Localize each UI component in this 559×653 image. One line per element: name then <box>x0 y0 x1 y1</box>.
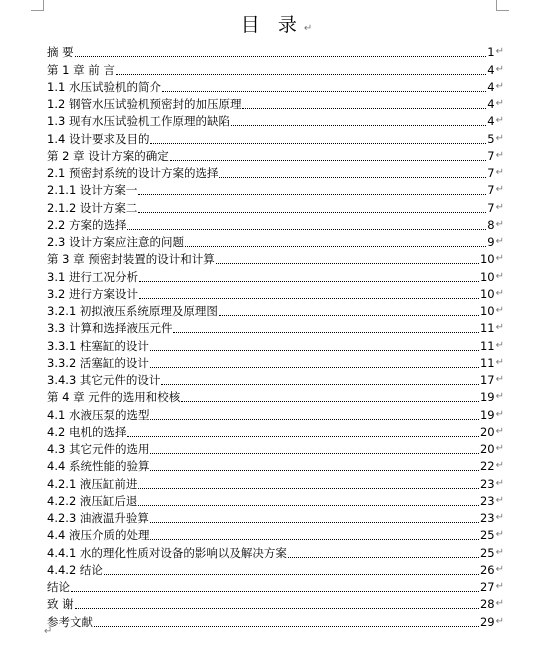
toc-entry-page: 19 <box>479 390 495 405</box>
paragraph-mark-icon: ↵ <box>495 218 504 230</box>
toc-entry-text: 1.3 现有水压试验机工作原理的缺陷 <box>47 114 230 129</box>
toc-entry-page: 4 <box>487 114 495 129</box>
toc-entry-text: 4.2.2 液压缸后退 <box>47 493 138 508</box>
toc-dot-leader <box>150 367 479 368</box>
toc-entry-page: 25 <box>479 545 495 560</box>
toc-dot-leader <box>138 505 479 506</box>
toc-dot-leader <box>162 91 486 92</box>
toc-entry-page: 4 <box>487 97 495 111</box>
toc-entry-page: 23 <box>479 511 495 525</box>
toc-entry-text: 第 3 章 预密封装置的设计和计算 <box>47 252 215 267</box>
paragraph-mark-icon: ↵ <box>495 494 504 506</box>
toc-entry-page: 7 <box>487 148 495 163</box>
toc-entry[interactable] <box>47 594 504 611</box>
toc-entry[interactable] <box>47 387 504 404</box>
toc-dot-leader <box>288 557 479 558</box>
toc-dot-leader <box>181 401 479 402</box>
paragraph-mark-icon: ↵ <box>495 201 504 213</box>
paragraph-mark-icon: ↵ <box>495 149 504 161</box>
paragraph-mark-icon: ↵ <box>495 391 504 403</box>
toc-dot-leader <box>104 574 479 575</box>
toc-entry-page: 8 <box>487 217 495 232</box>
paragraph-mark-icon: ↵ <box>495 115 504 127</box>
toc-entry-page: 4 <box>487 62 495 77</box>
paragraph-mark-icon: ↵ <box>495 408 504 420</box>
paragraph-mark-icon: ↵ <box>495 132 504 144</box>
toc-entry-page: 7 <box>487 200 495 215</box>
toc-entry[interactable] <box>47 111 504 128</box>
toc-entry-text: 3.1 进行工况分析 <box>47 269 138 284</box>
paragraph-mark-icon: ↵ <box>495 305 504 316</box>
toc-entry-page: 11 <box>479 355 495 370</box>
toc-entry-text: 4.1 水液压泵的选型 <box>47 407 150 422</box>
toc-entry-text: 第 1 章 前 言 <box>47 62 115 77</box>
toc-dot-leader <box>139 281 479 282</box>
paragraph-mark-icon: ↵ <box>495 598 504 610</box>
toc-entry-text: 参考文献 <box>47 614 93 629</box>
toc-entry-page: 29 <box>479 614 495 629</box>
toc-dot-leader <box>150 539 479 540</box>
toc-entry-text: 3.2 进行方案设计 <box>47 286 138 301</box>
toc-entry[interactable] <box>47 404 504 421</box>
toc-entry-page: 10 <box>479 286 495 301</box>
toc-entry[interactable] <box>47 94 504 111</box>
toc-dot-leader <box>150 419 479 420</box>
toc-entry-text: 4.4.2 结论 <box>47 562 103 577</box>
toc-entry-text: 结论 <box>47 580 70 594</box>
toc-entry-page: 28 <box>479 597 495 612</box>
paragraph-mark-icon: ↵ <box>495 270 504 282</box>
toc-dot-leader <box>170 160 486 161</box>
toc-entry-text: 4.2.1 液压缸前进 <box>47 476 138 491</box>
toc-dot-leader <box>242 108 486 109</box>
toc-entry-page: 17 <box>479 373 495 387</box>
toc-entry-text: 2.3 设计方案应注意的问题 <box>47 235 184 249</box>
toc-entry-page: 22 <box>479 459 495 474</box>
toc-entry-text: 4.3 其它元件的选用 <box>47 442 150 456</box>
toc-entry-page: 11 <box>479 338 495 353</box>
toc-entry[interactable] <box>47 266 504 283</box>
toc-entry-text: 3.3.2 活塞缸的设计 <box>47 355 149 370</box>
toc-dot-leader <box>71 591 479 592</box>
toc-entry[interactable] <box>47 215 504 232</box>
paragraph-mark-icon: ↵ <box>495 374 504 385</box>
paragraph-mark-icon: ↵ <box>495 167 504 178</box>
toc-entry[interactable] <box>47 525 504 542</box>
paragraph-mark-icon: ↵ <box>495 512 504 523</box>
toc-entry-page: 27 <box>479 580 495 594</box>
toc-entry[interactable] <box>47 42 504 59</box>
toc-entry-text: 2.1.2 设计方案二 <box>47 200 138 215</box>
toc-title <box>0 12 559 42</box>
paragraph-mark-icon: ↵ <box>495 546 504 558</box>
toc-dot-leader <box>139 298 479 299</box>
toc-entry[interactable] <box>47 284 504 301</box>
toc-entry-text: 3.4.3 其它元件的设计 <box>47 373 161 387</box>
toc-dot-leader <box>150 453 479 454</box>
toc-entry[interactable] <box>47 439 504 456</box>
toc-entry-text: 1.1 水压试验机的简介 <box>47 79 161 94</box>
toc-entry-text: 3.3 计算和选择液压元件 <box>47 321 173 336</box>
paragraph-mark-icon: ↵ <box>495 356 504 368</box>
toc-entry[interactable] <box>47 456 504 473</box>
toc-dot-leader <box>161 384 479 385</box>
toc-entry-text: 3.3.1 柱塞缸的设计 <box>47 338 149 353</box>
toc-entry-page: 20 <box>479 424 495 439</box>
toc-dot-leader <box>150 522 479 523</box>
toc-entry-page: 23 <box>479 493 495 508</box>
toc-dot-leader <box>219 177 486 178</box>
toc-entry-page: 4 <box>487 79 495 94</box>
toc-entry[interactable] <box>47 77 504 94</box>
toc-entry[interactable] <box>47 335 504 352</box>
toc-entry[interactable] <box>47 180 504 197</box>
paragraph-mark-icon: ↵ <box>495 253 504 265</box>
paragraph-mark-icon: ↵ <box>495 615 504 627</box>
toc-entry[interactable] <box>47 197 504 214</box>
paragraph-mark-icon: ↵ <box>495 477 504 489</box>
toc-entry-text: 第 4 章 元件的选用和校核 <box>47 390 181 405</box>
toc-entry[interactable] <box>47 542 504 559</box>
toc-dot-leader <box>150 350 479 351</box>
paragraph-mark-icon: ↵ <box>495 529 504 541</box>
toc-entry-text: 第 2 章 设计方案的确定 <box>47 148 169 163</box>
toc-list <box>47 42 504 629</box>
toc-entry[interactable] <box>47 422 504 439</box>
paragraph-mark-icon: ↵ <box>495 63 504 75</box>
toc-entry-page: 5 <box>487 131 495 146</box>
paragraph-mark-icon: ↵ <box>495 236 504 247</box>
toc-entry[interactable] <box>47 370 504 387</box>
toc-entry[interactable] <box>47 163 504 180</box>
toc-dot-leader <box>231 125 486 126</box>
paragraph-mark-icon: ↵ <box>495 322 504 334</box>
toc-entry[interactable] <box>47 232 504 249</box>
toc-entry[interactable] <box>47 146 504 163</box>
toc-entry-page: 26 <box>479 562 495 577</box>
toc-dot-leader <box>138 194 486 195</box>
toc-entry-page: 25 <box>479 528 495 543</box>
toc-entry-page: 9 <box>487 235 495 249</box>
paragraph-mark-icon: ↵ <box>44 626 53 637</box>
toc-entry[interactable] <box>47 473 504 490</box>
toc-dot-leader <box>75 56 487 57</box>
toc-entry[interactable] <box>47 491 504 508</box>
toc-entry-text: 摘 要 <box>47 45 74 60</box>
toc-entry[interactable] <box>47 577 504 594</box>
toc-dot-leader <box>150 143 486 144</box>
toc-entry-page: 10 <box>479 252 495 267</box>
paragraph-mark-icon: ↵ <box>495 184 504 196</box>
paragraph-mark-icon: ↵ <box>495 425 504 437</box>
paragraph-mark-icon: ↵ <box>495 581 504 592</box>
toc-entry[interactable] <box>47 611 504 628</box>
toc-entry-page: 7 <box>487 183 495 198</box>
toc-entry-text: 2.1 预密封系统的设计方案的选择 <box>47 166 219 180</box>
toc-entry-page: 19 <box>479 407 495 422</box>
toc-dot-leader <box>173 332 479 333</box>
toc-entry-page: 11 <box>479 321 495 336</box>
toc-entry-page: 7 <box>487 166 495 180</box>
toc-entry-text: 1.4 设计要求及目的 <box>47 131 150 146</box>
toc-dot-leader <box>219 315 479 316</box>
margin-corner-mark-right <box>496 0 509 11</box>
toc-dot-leader <box>138 488 479 489</box>
toc-entry-page: 20 <box>479 442 495 456</box>
toc-entry[interactable] <box>47 508 504 525</box>
toc-entry[interactable] <box>47 318 504 335</box>
toc-entry[interactable] <box>47 353 504 370</box>
toc-entry-text: 1.2 钢管水压试验机预密封的加压原理 <box>47 97 242 111</box>
toc-dot-leader <box>75 608 479 609</box>
toc-entry-text: 4.4 系统性能的验算 <box>47 459 150 474</box>
toc-entry-text: 致 谢 <box>47 597 74 612</box>
toc-entry[interactable] <box>47 59 504 76</box>
toc-entry-text: 2.2 方案的选择 <box>47 217 127 232</box>
paragraph-mark-icon: ↵ <box>495 339 504 351</box>
toc-dot-leader <box>116 74 486 75</box>
margin-corner-mark-left <box>31 0 44 11</box>
paragraph-mark-icon: ↵ <box>495 443 504 454</box>
toc-dot-leader <box>138 212 486 213</box>
toc-entry-text: 4.2 电机的选择 <box>47 424 127 439</box>
toc-dot-leader <box>94 626 479 627</box>
toc-entry-page: 1 <box>487 45 495 60</box>
paragraph-mark-icon: ↵ <box>495 563 504 575</box>
toc-entry[interactable] <box>47 560 504 577</box>
paragraph-mark-icon: ↵ <box>303 23 319 34</box>
paragraph-mark-icon: ↵ <box>495 80 504 92</box>
paragraph-mark-icon: ↵ <box>495 287 504 299</box>
toc-entry-text: 4.2.3 油液温升验算 <box>47 511 149 525</box>
toc-entry[interactable] <box>47 249 504 266</box>
paragraph-mark-icon: ↵ <box>495 98 504 109</box>
toc-dot-leader <box>185 246 486 247</box>
toc-entry[interactable] <box>47 128 504 145</box>
toc-entry-text: 3.2.1 初拟液压系统原理及原理图 <box>47 304 218 318</box>
toc-dot-leader <box>127 229 486 230</box>
toc-dot-leader <box>216 263 479 264</box>
toc-dot-leader <box>127 436 479 437</box>
paragraph-mark-icon: ↵ <box>495 46 504 58</box>
toc-entry-text: 4.4 液压介质的处理 <box>47 528 150 543</box>
paragraph-mark-icon: ↵ <box>495 460 504 472</box>
toc-dot-leader <box>150 470 479 471</box>
toc-entry-page: 23 <box>479 476 495 491</box>
toc-title-text: 目 录 <box>240 14 303 36</box>
toc-entry-text: 4.4.1 水的理化性质对设备的影响以及解决方案 <box>47 545 287 560</box>
toc-entry[interactable] <box>47 301 504 318</box>
toc-entry-text: 2.1.1 设计方案一 <box>47 183 138 198</box>
toc-entry-page: 10 <box>479 269 495 284</box>
toc-entry-page: 10 <box>479 304 495 318</box>
